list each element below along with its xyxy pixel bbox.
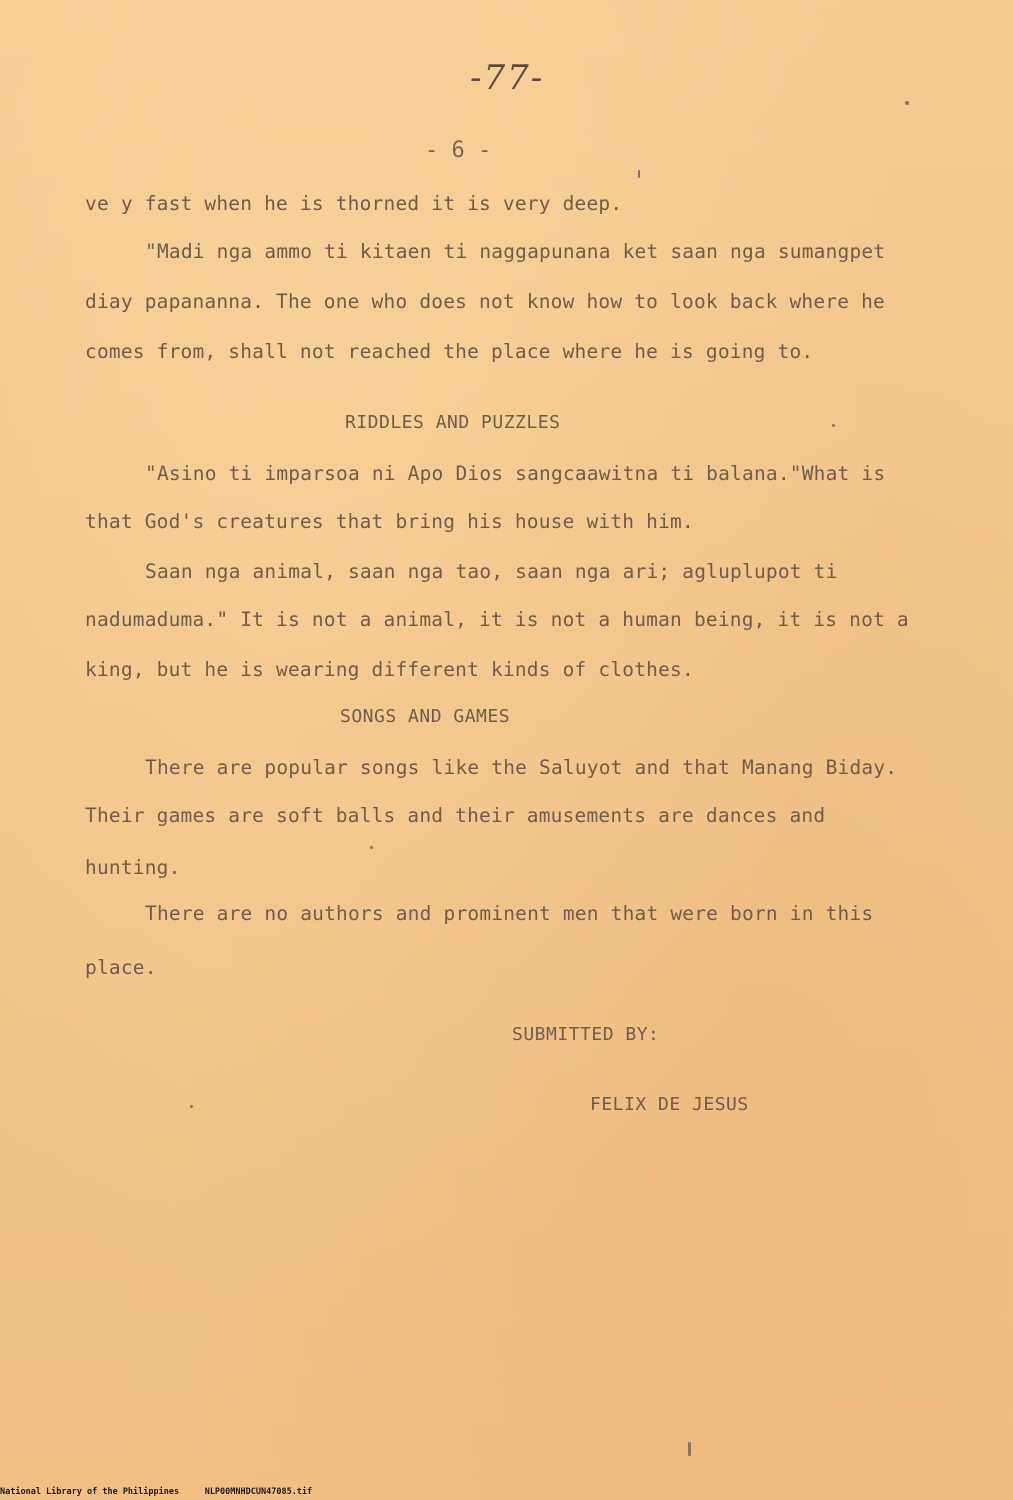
text-line: diay papananna. The one who does not know how to look back where he bbox=[85, 290, 885, 313]
text-line: place. bbox=[85, 956, 157, 979]
footer-caption: National Library of the Philippines NLP00MNHDCUN47085.tif bbox=[0, 1487, 313, 1497]
handwritten-page-number: -77- bbox=[470, 58, 545, 98]
paper-speck bbox=[370, 846, 373, 849]
paper-speck bbox=[638, 170, 640, 178]
text-line: Their games are soft balls and their amusements are dances and bbox=[85, 804, 826, 827]
text-line: that God's creatures that bring his house with him. bbox=[85, 510, 694, 533]
text-line: "Madi nga ammo ti kitaen ti naggapunana ket saan nga sumangpet bbox=[145, 240, 886, 263]
text-line: king, but he is wearing different kinds of clothes. bbox=[85, 658, 694, 681]
text-line: There are popular songs like the Saluyot and that Manang Biday. bbox=[145, 756, 898, 779]
text-line: Saan nga animal, saan nga tao, saan nga ari; agluplupot ti bbox=[145, 560, 838, 583]
paper-speck bbox=[905, 101, 909, 105]
paper-speck bbox=[688, 1442, 691, 1456]
section-heading-songs: SONGS AND GAMES bbox=[340, 706, 511, 727]
text-line: nadumaduma." It is not a animal, it is not a human being, it is not a bbox=[85, 608, 909, 631]
section-heading-riddles: RIDDLES AND PUZZLES bbox=[345, 412, 561, 433]
text-line: comes from, shall not reached the place where he is going to. bbox=[85, 340, 814, 363]
submitted-by-label: SUBMITTED BY: bbox=[512, 1024, 660, 1045]
author-name: FELIX DE JESUS bbox=[590, 1094, 749, 1115]
paper-speck bbox=[832, 424, 835, 427]
typed-page-number: - 6 - bbox=[425, 138, 492, 163]
text-line: hunting. bbox=[85, 856, 181, 879]
text-line: "Asino ti imparsoa ni Apo Dios sangcaawitna ti balana."What is bbox=[145, 462, 886, 485]
paper-speck bbox=[190, 1105, 193, 1108]
text-line: There are no authors and prominent men that were born in this bbox=[145, 902, 874, 925]
text-line: ve y fast when he is thorned it is very deep. bbox=[85, 192, 623, 215]
